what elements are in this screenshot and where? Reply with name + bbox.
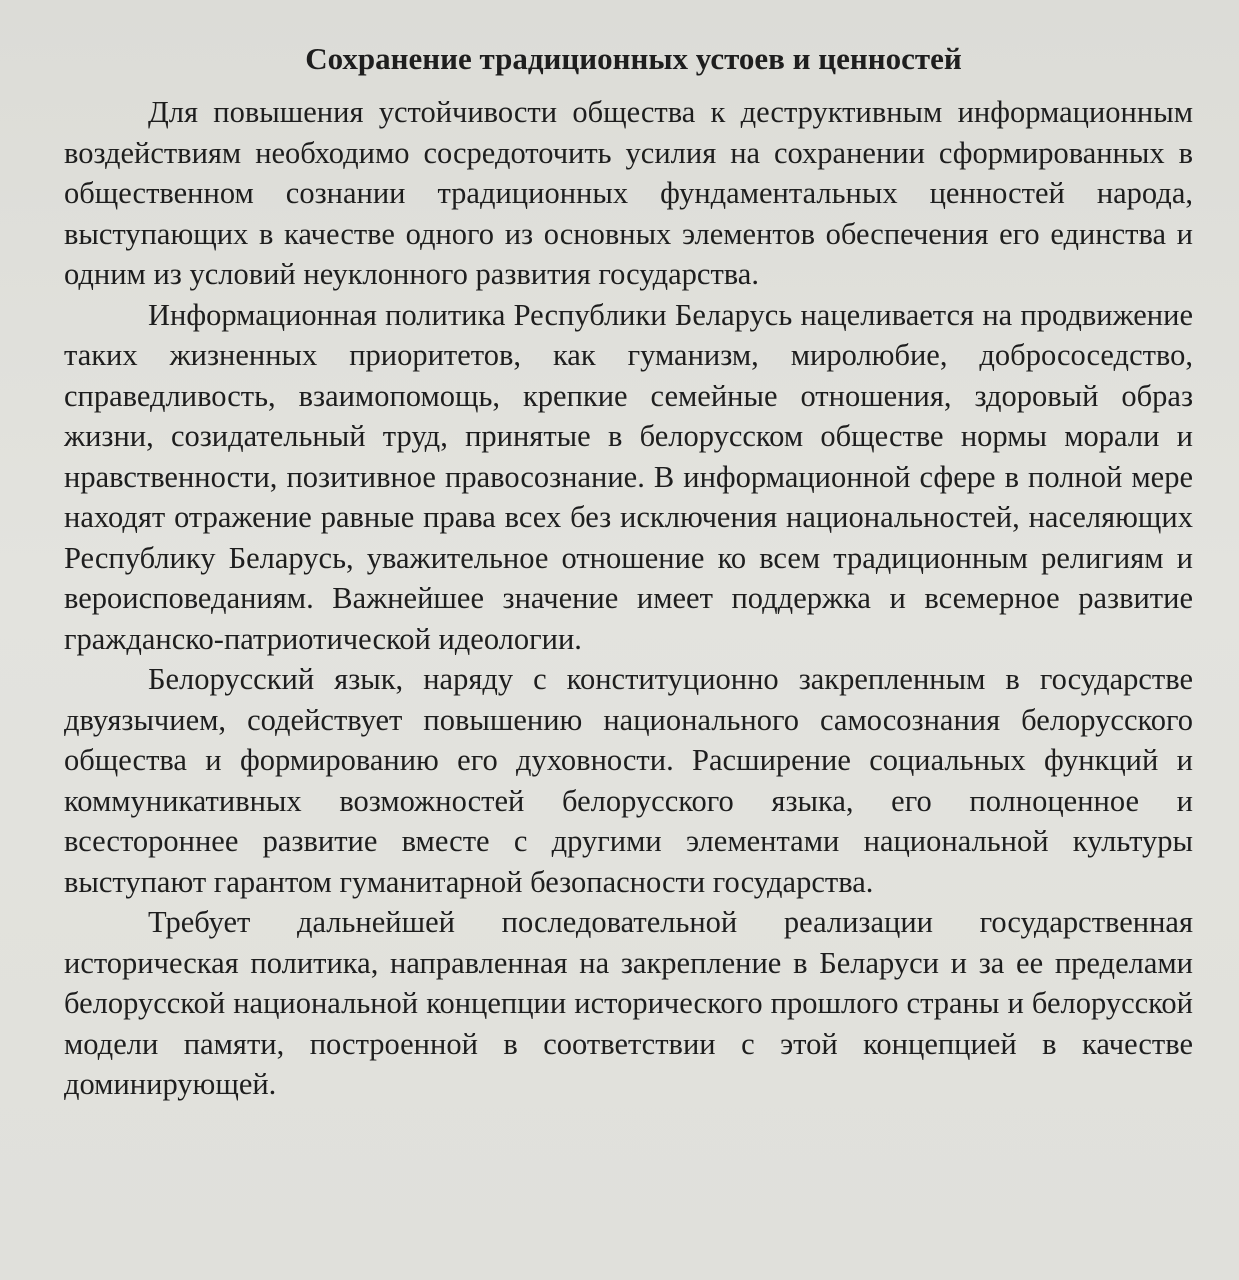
paragraph-2: Информационная политика Республики Беларусь нацеливается на продвижение таких жизненных приоритетов, как гуманизм, миролюбие, добрососедство, справедливость, взаимопомощь, крепкие семейные отношения, здоровый образ жизни, созидательный труд, принятые в белорусском обществе нормы морали и нравственности, позитивное правосознание. В информационной сфере в полной мере находят отражение равные права всех без исключения национальностей, населяющих Республику Беларусь, уважительное отношение ко всем традиционным религиям и вероисповеданиям. Важнейшее значение имеет поддержка и всемерное развитие гражданско-патриотической идеологии.	[64, 297, 1193, 656]
paragraph-4: Требует дальнейшей последовательной реализации государственная историческая политика, направленная на закрепление в Беларуси и за ее пределами белорусской национальной концепции исторического прошлого страны и белорусской модели памяти, построенной в соответствии с этой концепцией в качестве доминирующей.	[64, 905, 1193, 1101]
paragraph-3: Белорусский язык, наряду с конституционно закрепленным в государстве двуязычием, содействует повышению национального самосознания белорусского общества и формированию его духовности. Расширение социальных функций и коммуникативных возможностей белорусского языка, его полноценное и всестороннее развитие вместе с другими элементами национальной культуры выступают гарантом гуманитарной безопасности государства.	[64, 662, 1193, 899]
document-title: Сохранение традиционных устоев и ценностей	[305, 41, 962, 76]
paragraph-1: Для повышения устойчивости общества к деструктивным информационным воздействиям необходимо сосредоточить усилия на сохранении сформированных в общественном сознании традиционных фундаментальных ценностей народа, выступающих в качестве одного из основных элементов обеспечения его единства и одним из условий неуклонного развития государства.	[64, 95, 1193, 291]
